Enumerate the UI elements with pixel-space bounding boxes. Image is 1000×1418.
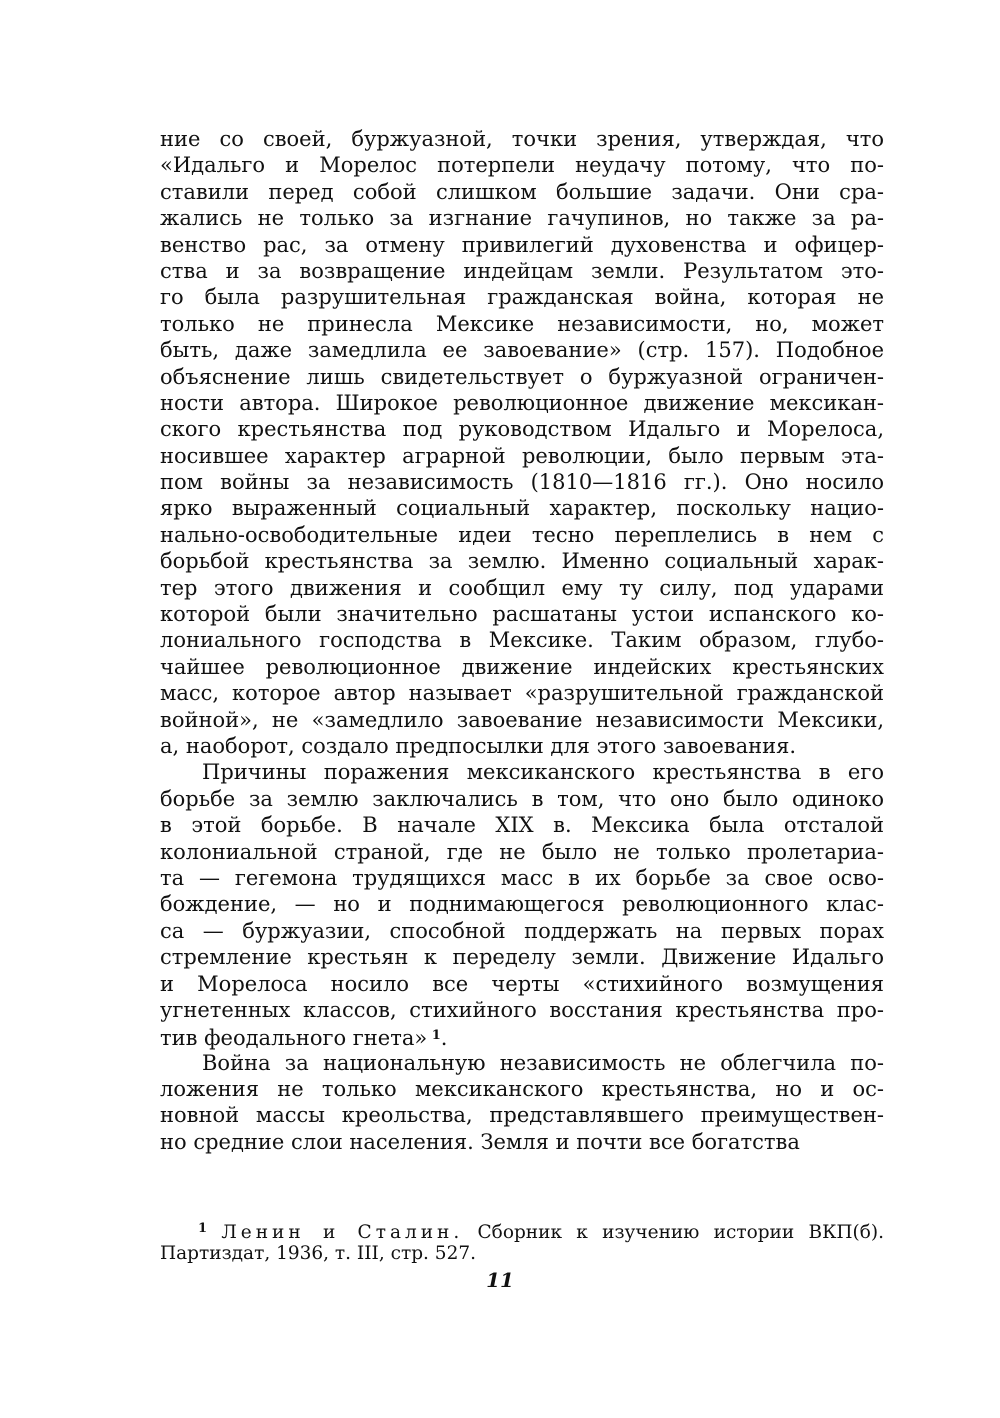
text-line: пом войны за независимость (1810—1816 гг.). Оно носило (160, 470, 884, 495)
text-line: лониального господства в Мексике. Таким образом, глубо- (160, 628, 884, 653)
footnote (160, 1216, 884, 1266)
text-line: нально-освободительные идеи тесно переплелись в нем с (160, 522, 884, 547)
text-line: та — гегемона трудящихся масс в их борьбе за свое осво- (160, 865, 884, 890)
footnote-title: Сборник к изучению истории ВКП(б). (477, 1222, 884, 1243)
paragraph-3 (160, 1050, 884, 1156)
footnote-marker: 1 (198, 1221, 208, 1236)
text-line: колониальной страной, где не было не только пролетариа- (160, 839, 884, 864)
text-line: венство рас, за отмену привилегий духовенства и офицер- (160, 232, 884, 257)
text-line: ставили перед собой слишком большие задачи. Они сра- (160, 179, 884, 204)
text-line: объяснение лишь свидетельствует о буржуазной ограничен- (160, 364, 884, 389)
text-line: стремление крестьян к переделу земли. Движение Идальго (160, 945, 884, 970)
footnote-reference[interactable]: 1 (427, 1028, 441, 1044)
text-line: угнетенных классов, стихийного восстания крестьянства про- (160, 997, 884, 1022)
text-line: борьбой крестьянства за землю. Именно социальный харак- (160, 549, 884, 574)
text-line: ского крестьянства под руководством Идальго и Морелоса, (160, 417, 884, 442)
text-line: войной», не «замедлило завоевание независимости Мексики, (160, 707, 884, 732)
footnote-line-1 (160, 1216, 884, 1241)
text-line: тер этого движения и сообщил ему ту силу, под ударами (160, 575, 884, 600)
text-line: Причины поражения мексиканского крестьянства в его (202, 760, 884, 785)
footnote-line-2: Партиздат, 1936, т. III, стр. 527. (160, 1243, 476, 1264)
text-line: ярко выраженный социальный характер, поскольку нацио- (160, 496, 884, 521)
text-line: масс, которое автор называет «разрушительной гражданской (160, 681, 884, 706)
text-line: но средние слои населения. Земля и почти все богатства (160, 1129, 800, 1154)
text-line: чайшее революционное движение индейских крестьянских (160, 654, 884, 679)
footnote-authors: Ленин и Сталин. (221, 1222, 464, 1243)
text-line: которой были значительно расшатаны устои испанского ко- (160, 602, 884, 627)
text-line: са — буржуазии, способной поддержать на первых порах (160, 918, 884, 943)
paragraph-1 (160, 126, 884, 759)
page-number: 11 (486, 1268, 514, 1292)
sentence-end: . (440, 1026, 448, 1051)
text-line: ложения не только мексиканского крестьянства, но и ос- (160, 1077, 884, 1102)
text-line: быть, даже замедлила ее завоевание» (стр. 157). Подобное (160, 338, 884, 363)
text-line: борьбе за землю заключались в том, что оно было одиноко (160, 786, 884, 811)
text-line: а, наоборот, создало предпосылки для этого завоевания. (160, 733, 797, 758)
text-line: «Идальго и Морелос потерпели неудачу потому, что по- (160, 153, 884, 178)
text-line: ности автора. Широкое революционное движение мексикан- (160, 390, 884, 415)
text-line: тив феодального гнета» $^1$. (160, 1026, 448, 1051)
text-line: жались не только за изгнание гачупинов, но также за ра- (160, 206, 884, 231)
main-text (160, 126, 884, 1155)
text-line: новной массы креольства, представлявшего преимуществен- (160, 1103, 884, 1128)
paragraph-2 (160, 759, 884, 1049)
text-line: в этой борьбе. В начале XIX в. Мексика была отсталой (160, 813, 884, 838)
text-line: Война за национальную независимость не облегчила по- (202, 1050, 884, 1075)
text-line: и Морелоса носило все черты «стихийного возмущения (160, 971, 884, 996)
text-line: носившее характер аграрной революции, было первым эта- (160, 443, 884, 468)
text-line: ние со своей, буржуазной, точки зрения, утверждая, что (160, 127, 884, 151)
text-line: го была разрушительная гражданская война, которая не (160, 285, 884, 310)
text-line: бождение, — но и поднимающегося революционного клас- (160, 892, 884, 917)
text-line: только не принесла Мексике независимости, но, может (160, 311, 884, 336)
text-line: ства и за возвращение индейцам земли. Результатом это- (160, 258, 884, 283)
